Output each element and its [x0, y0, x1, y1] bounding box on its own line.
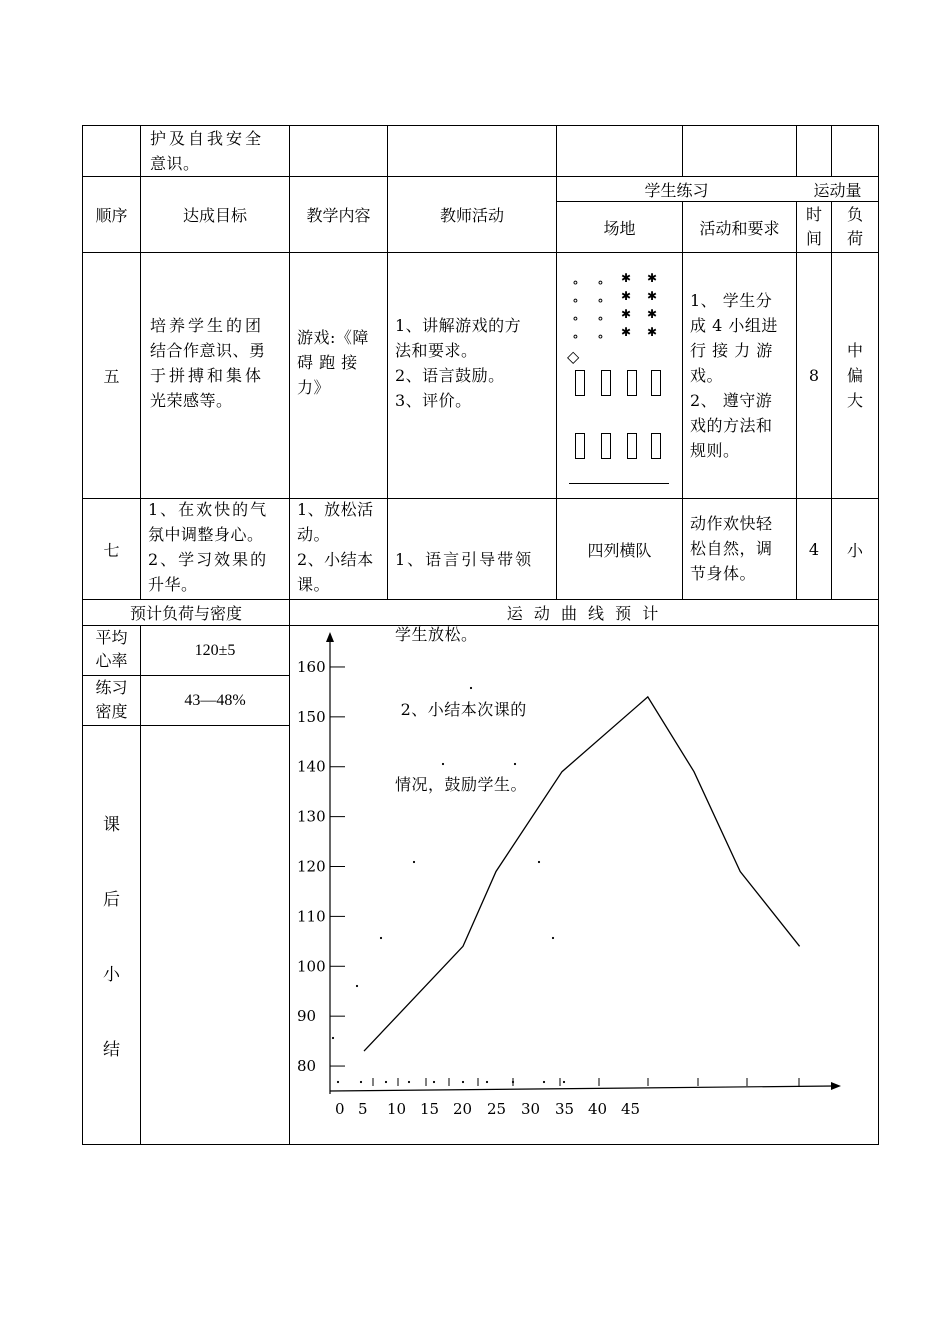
header-time-text: 时间 — [805, 205, 822, 248]
text-line: 动。 — [297, 525, 331, 544]
text-line: 1、讲解游戏的方 — [395, 316, 522, 335]
header-venue: 场地 — [603, 218, 636, 238]
star-marker: ✱ — [647, 307, 658, 321]
x-tick-label: 25 — [487, 1100, 507, 1118]
y-tick-label: 160 — [297, 657, 326, 676]
x-tick-label: 15 — [420, 1100, 440, 1118]
star-marker: ✱ — [647, 289, 658, 303]
x-axis-arrow — [831, 1082, 841, 1090]
load-density-title: 预计负荷与密度 — [129, 604, 242, 623]
x-axis — [330, 1086, 834, 1091]
axis-dot — [385, 1081, 387, 1083]
axis-dot — [360, 1081, 362, 1083]
text-line: 培养学生的团 — [150, 316, 265, 335]
scatter-dot — [356, 985, 358, 987]
row-content — [297, 325, 385, 400]
summary-label — [83, 810, 140, 1110]
text-line: 碍 跑 接 — [297, 353, 358, 372]
venue-diagram — [557, 253, 682, 498]
goal-continuation-line: 意识。 — [150, 154, 200, 173]
heart-rate-chart — [289, 626, 877, 1144]
header-exercise-amount: 运动量 — [813, 180, 862, 200]
scatter-dot — [514, 763, 516, 765]
text-line: 节身体。 — [690, 564, 757, 583]
axis-dot — [433, 1081, 435, 1083]
finish-line — [569, 483, 669, 484]
star-marker: ✱ — [621, 289, 632, 303]
scatter-dot — [538, 861, 540, 863]
header-goal: 达成目标 — [182, 206, 247, 225]
header-time — [797, 202, 831, 252]
header-teacher: 教师活动 — [439, 206, 504, 225]
scatter-dot — [332, 1037, 334, 1039]
header-load — [832, 202, 878, 252]
text-line: 游戏:《障 — [297, 328, 369, 347]
y-tick-label: 80 — [297, 1057, 317, 1076]
star-marker: ✱ — [647, 325, 658, 339]
text-line: 密度 — [95, 702, 128, 721]
heart-rate-label — [83, 626, 140, 675]
axis-dot — [462, 1081, 464, 1083]
text-line: 戏的方法和 — [690, 416, 773, 435]
text-line: 结 — [103, 1040, 120, 1060]
text-line: 课 — [103, 815, 120, 835]
row-time: 4 — [808, 539, 820, 559]
header-content: 教学内容 — [306, 206, 371, 225]
text-line: 2、学习效果的 — [148, 550, 269, 569]
series-line-heart_rate — [364, 697, 800, 1051]
y-axis-arrow — [326, 632, 334, 642]
row-load-text: 中偏大 — [846, 341, 863, 410]
circle-marker: ∘ — [597, 329, 604, 345]
row-venue: 四列横队 — [587, 540, 652, 560]
header-activity: 活动和要求 — [699, 218, 780, 238]
x-tick-label: 30 — [521, 1100, 541, 1118]
axis-dot — [543, 1081, 545, 1083]
row-time: 8 — [808, 366, 820, 385]
header-student-practice: 学生练习 — [644, 180, 709, 200]
density-label — [83, 676, 140, 725]
summary-content[interactable] — [141, 726, 289, 1144]
obstacle — [575, 370, 585, 396]
chart-title: 运 动 曲 线 预 计 — [506, 604, 662, 623]
grid-line — [831, 125, 832, 176]
goal-continuation-line: 护及自我安全 — [150, 129, 265, 148]
scatter-dot — [470, 687, 472, 689]
row-teacher — [395, 313, 555, 413]
y-tick-label: 110 — [297, 907, 326, 926]
grid-line — [682, 201, 683, 599]
text-line: 情况，鼓励学生。 — [395, 775, 528, 794]
grid-line — [796, 125, 797, 176]
text-line: 2、语言鼓励。 — [395, 366, 505, 385]
grid-line — [82, 1144, 878, 1145]
circle-marker: ∘ — [572, 311, 579, 327]
axis-dot — [563, 1081, 565, 1083]
obstacle — [651, 370, 661, 396]
obstacle — [601, 370, 611, 396]
axis-dot — [337, 1081, 339, 1083]
text-line: 2、小结本 — [297, 550, 374, 569]
row-activity — [690, 288, 792, 463]
axis-dot — [512, 1081, 514, 1083]
scatter-dot — [413, 861, 415, 863]
row-goal — [150, 313, 284, 413]
text-line: 小 — [103, 965, 120, 985]
row-load: 小 — [846, 540, 863, 560]
obstacle — [575, 433, 585, 459]
header-load-text: 负荷 — [846, 205, 863, 248]
row-activity — [690, 511, 794, 586]
text-line: 松自然，调 — [690, 539, 773, 558]
star-marker: ✱ — [621, 307, 632, 321]
start-marker: ◇ — [567, 347, 580, 366]
grid-line — [82, 252, 878, 253]
text-line: 于拼搏和集体 — [150, 366, 265, 385]
obstacle — [627, 370, 637, 396]
text-line: 动作欢快轻 — [690, 514, 773, 533]
text-line: 戏。 — [690, 366, 724, 385]
axis-dot — [408, 1081, 410, 1083]
circle-marker: ∘ — [572, 275, 579, 291]
scatter-dot — [552, 937, 554, 939]
circle-marker: ∘ — [597, 293, 604, 309]
grid-line — [682, 125, 683, 176]
axis-dot — [486, 1081, 488, 1083]
y-tick-label: 130 — [297, 807, 326, 826]
x-tick-label: 40 — [588, 1100, 608, 1118]
star-marker: ✱ — [621, 325, 632, 339]
goal-continuation — [150, 126, 282, 176]
text-line: 课。 — [297, 575, 331, 594]
row-content — [297, 497, 385, 597]
text-line: 2、 遵守游 — [690, 391, 773, 410]
row-goal — [148, 497, 288, 597]
text-line: 3、评价。 — [395, 391, 472, 410]
y-tick-label: 90 — [297, 1007, 317, 1026]
star-marker: ✱ — [621, 271, 632, 285]
text-line: 规则。 — [690, 441, 740, 460]
text-line: 学生放松。 — [395, 625, 478, 644]
scatter-dot — [380, 937, 382, 939]
header-order: 顺序 — [95, 206, 128, 225]
y-tick-label: 100 — [297, 957, 326, 976]
text-line: 力》 — [297, 378, 331, 397]
circle-marker: ∘ — [572, 329, 579, 345]
text-line: 1、放松活 — [297, 500, 374, 519]
x-tick-label: 45 — [621, 1100, 641, 1118]
scatter-dot — [442, 763, 444, 765]
circle-marker: ∘ — [597, 311, 604, 327]
x-tick-label: 5 — [358, 1100, 368, 1118]
text-line: 成 4 小组进 — [690, 316, 778, 335]
text-line: 后 — [103, 890, 120, 910]
x-tick-label: 35 — [555, 1100, 575, 1118]
text-line: 行 接 力 游 — [690, 341, 773, 360]
row-order: 七 — [103, 540, 120, 560]
y-tick-label: 120 — [297, 857, 326, 876]
text-line: 氛中调整身心。 — [148, 525, 264, 544]
density-value: 43—48% — [184, 691, 246, 709]
text-line: 1、语言引导带领 — [395, 550, 534, 569]
text-line: 1、 学生分 — [690, 291, 773, 310]
grid-line — [878, 125, 879, 1145]
x-tick-label: 0 — [335, 1100, 345, 1118]
circle-marker: ∘ — [572, 293, 579, 309]
row-load — [832, 253, 878, 498]
row-order: 五 — [103, 367, 120, 386]
heart-rate-value: 120±5 — [194, 641, 236, 659]
text-line: 1、在欢快的气 — [148, 500, 269, 519]
text-line: 练习 — [95, 678, 128, 697]
x-tick-label: 10 — [387, 1100, 407, 1118]
x-tick-label: 20 — [453, 1100, 473, 1118]
obstacle — [627, 433, 637, 459]
text-line: 平均 — [95, 628, 128, 647]
y-tick-label: 140 — [297, 757, 326, 776]
text-line: 法和要求。 — [395, 341, 478, 360]
star-marker: ✱ — [647, 271, 658, 285]
text-line: 光荣感等。 — [150, 391, 233, 410]
circle-marker: ∘ — [597, 275, 604, 291]
text-line: 结合作意识、勇 — [150, 341, 266, 360]
y-tick-label: 150 — [297, 707, 326, 726]
obstacle — [651, 433, 661, 459]
text-line: 心率 — [95, 651, 128, 670]
text-line: 2、小结本次课的 — [395, 700, 527, 719]
text-line: 升华。 — [148, 575, 198, 594]
obstacle — [601, 433, 611, 459]
